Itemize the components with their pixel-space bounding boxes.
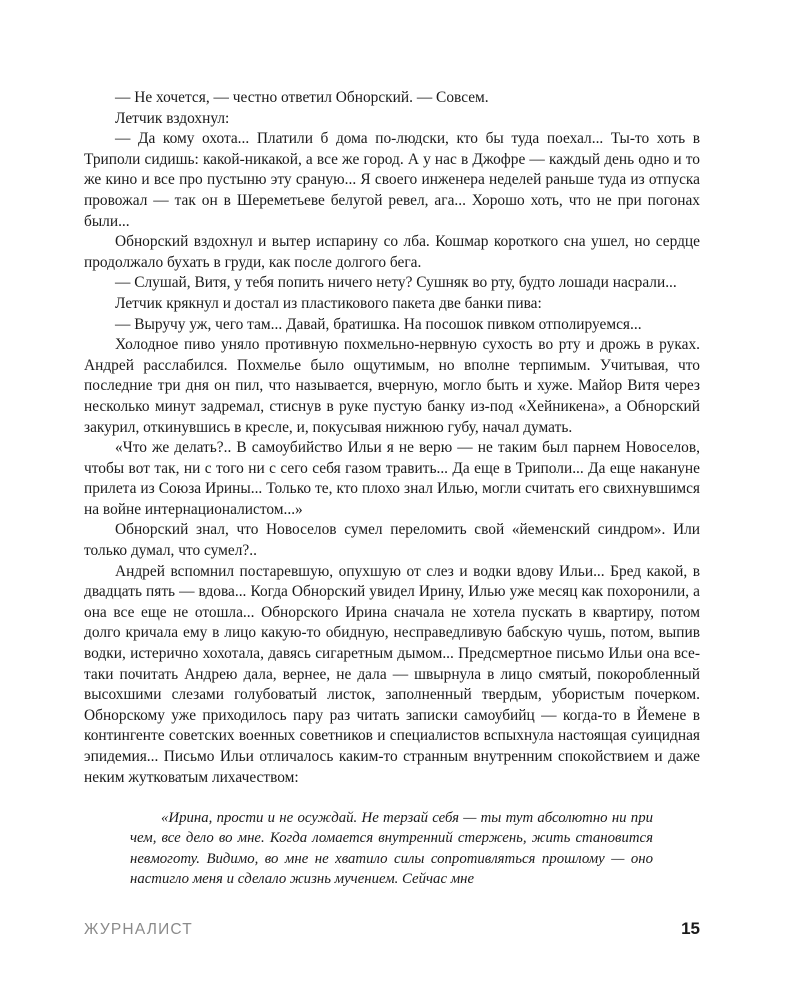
paragraph: Летчик крякнул и достал из пластикового пакета две банки пива:: [115, 294, 542, 312]
paragraph: Летчик вздохнул:: [115, 109, 230, 127]
quote-text: «Ирина, прости и не осуждай. Не терзай себя — ты тут абсолютно ни при чем, все дело во мне. Когда ломается внутренний стержень, жить становится невмоготу. Видимо, во мне не хватило силы сопротивляться прошлому — оно настигло меня и сделало жизнь мучением. Сейчас мне: [130, 810, 653, 887]
paragraph: — Не хочется, — честно ответил Обнорский. — Совсем.: [115, 89, 489, 106]
paragraph: — Да кому охота... Платили б дома по-людски, кто бы туда поехал... Ты-то хоть в Триполи сидишь: какой-никакой, а все же город. А у нас в Джофре — каждый день одно и то же кино и все про пустыню эту сраную... Я своего инженера неделей раньше туда из отпуска провожал — так он в Шереметьеве белугой ревел, ага... Хорошо хоть, что не при погонах были...: [84, 130, 700, 230]
paragraph: — Выручу уж, чего там... Давай, братишка. На посошок пивком отполируемся...: [115, 315, 642, 333]
paragraph: — Слушай, Витя, у тебя попить ничего нету? Сушняк во рту, будто лошади насрали...: [115, 274, 677, 292]
body-text: [84, 88, 700, 788]
paragraph: Холодное пиво уняло противную похмельно-нервную сухость во рту и дрожь в руках. Андрей расслабился. Похмелье было ощутимым, но вполне терпимым. Учитывая, что последние три дня он пил, что называется, вчерную, могло быть и хуже. Майор Витя через несколько минут задремал, стиснув в руке пустую банку из-под «Хейникена», а Обнорский закурил, откинувшись в кресле, и, покусывая нижнюю губу, начал думать.: [84, 336, 700, 436]
paragraph: «Что же делать?.. В самоубийство Ильи я не верю — не таким был парнем Новоселов, чтобы вот так, ни с того ни с сего себя газом травить... Да еще в Триполи... Да еще накануне прилета из Союза Ирины... Только те, кто плохо знал Илью, могли считать его свихнувшимся на войне интернационалистом...»: [84, 439, 700, 518]
paragraph: Андрей вспомнил постаревшую, опухшую от слез и водки вдову Ильи... Бред какой, в двадцать пять — вдова... Когда Обнорский увидел Ирину, Илью уже месяц как похоронили, а она все еще не отошла... Обнорского Ирина сначала не хотела пускать в квартиру, потом долго кричала ему в лицо какую-то обидную, несправедливую бабскую чушь, потом, выпив водки, истерично хохотала, давясь сигаретным дымом... Предсмертное письмо Ильи она все-таки почитать Андрею дала, вернее, не дала — швырнула в лицо смятый, покоробленный высохшими слезами голубоватый листок, заполненный твердым, убористым почерком. Обнорскому уже приходилось пару раз читать записки самоубийц — когда-то в Йемене в контингенте советских военных советников и специалистов вспыхнула настоящая суицидная эпидемия... Письмо Ильи отличалось каким-то странным внутренним спокойствием и даже неким жутковатым лихачеством:: [84, 562, 700, 786]
running-footer-title: ЖУРНАЛИСТ: [84, 921, 193, 938]
letter-quote: [130, 808, 653, 889]
paragraph: Обнорский вздохнул и вытер испарину со лба. Кошмар короткого сна ушел, но сердце продолжало бухать в груди, как после долгого бега.: [84, 233, 700, 271]
page-number: 15: [681, 919, 700, 938]
paragraph: Обнорский знал, что Новоселов сумел переломить свой «йеменский синдром». Или только думал, что сумел?..: [84, 521, 700, 560]
